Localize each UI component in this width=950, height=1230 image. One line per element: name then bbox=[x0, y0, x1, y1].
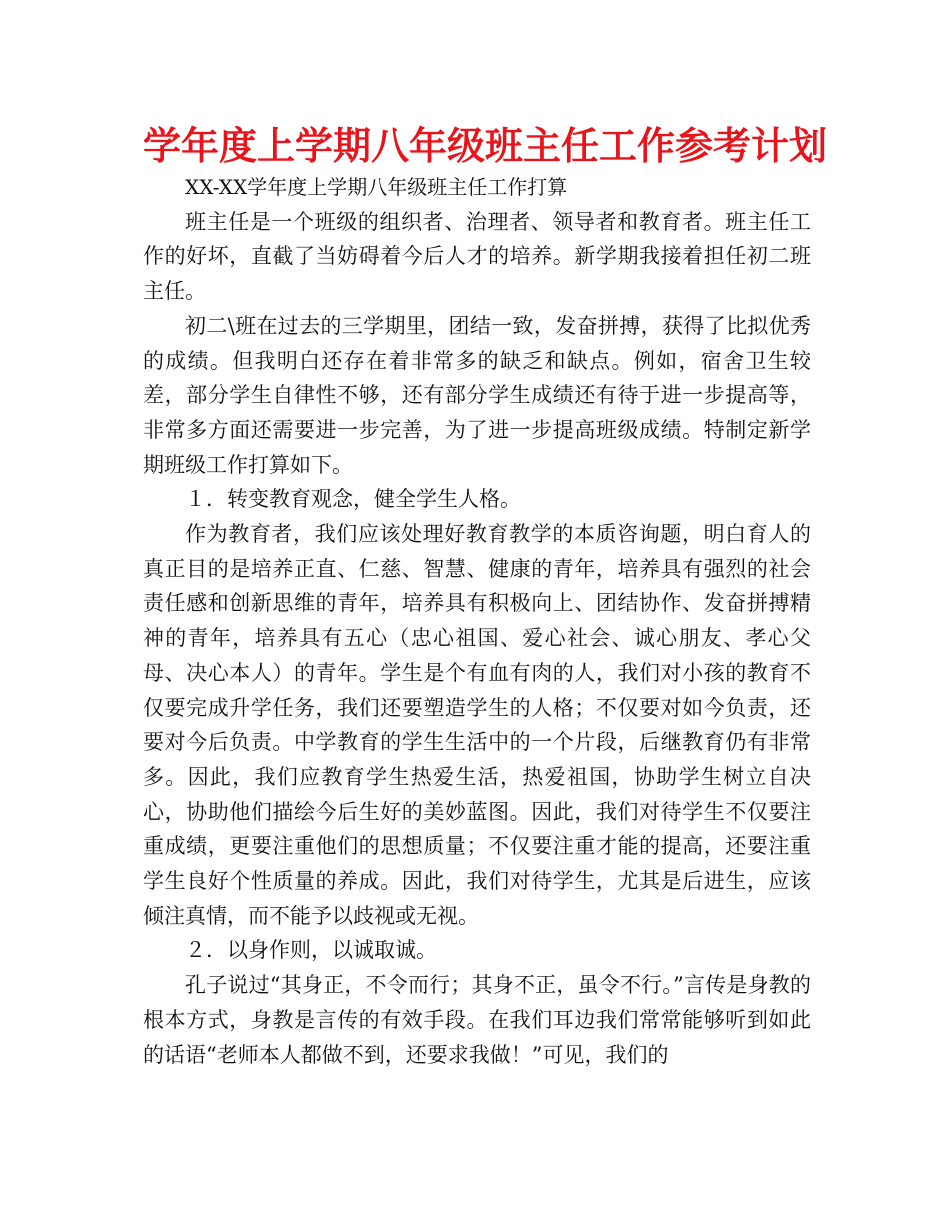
paragraph-education-concept: 作为教育者，我们应该处理好教育教学的本质咨询题，明白育人的真正目的是培养正直、仁慈、智慧、健康的青年，培养具有强烈的社会责任感和创新思维的青年，培养具有积极向上、团结协作、发奋拼搏精神的青年，培养具有五心（忠心祖国、爱心社会、诚心朋友、孝心父母、决心本人）的青年。学生是个有血有肉的人，我们对小孩的教育不仅要完成升学任务，我们还要塑造学生的人格；不仅要对如今负责，还要对今后负责。中学教育的学生生活中的一个片段，后继教育仍有非常多。因此，我们应教育学生热爱生活，热爱祖国，协助学生树立自决心，协助他们描绘今后生好的美妙蓝图。因此，我们对待学生不仅要注重成绩，更要注重他们的思想质量；不仅要注重才能的提高，还要注重学生良好个性质量的养成。因此，我们对待学生，尤其是后进生，应该倾注真情，而不能予以歧视或无视。 bbox=[143, 522, 811, 928]
document-subtitle: XX-XX学年度上学期八年级班主任工作打算 bbox=[185, 175, 568, 199]
document-body bbox=[143, 170, 811, 1072]
section-heading-2: ２．以身作则，以诚取诚。 bbox=[185, 938, 437, 963]
paragraph-lead-by-example: 孔子说过“其身正，不令而行；其身不正，虽令不行。”言传是身教的根本方式，身教是言传的有效手段。在我们耳边我们常常能够听到如此的话语“老师本人都做不到，还要求我做！”可见，我们的 bbox=[143, 973, 811, 1067]
section-heading-1: １．转变教育观念，健全学生人格。 bbox=[185, 487, 521, 512]
document-page bbox=[143, 118, 828, 1072]
paragraph-intro: 班主任是一个班级的组织者、治理者、领导者和教育者。班主任工作的好坏，直截了当妨碍着今后人才的培养。新学期我接着担任初二班主任。 bbox=[143, 209, 811, 304]
document-title: 学年度上学期八年级班主任工作参考计划 bbox=[143, 124, 828, 168]
paragraph-class-status: 初二\班在过去的三学期里，团结一致，发奋拼搏，获得了比拟优秀的成绩。但我明白还存在着非常多的缺乏和缺点。例如，宿舍卫生较差，部分学生自律性不够，还有部分学生成绩还有待于进一步提高等，非常多方面还需要进一步完善，为了进一步提高班级成绩。特制定新学期班级工作打算如下。 bbox=[143, 313, 811, 477]
